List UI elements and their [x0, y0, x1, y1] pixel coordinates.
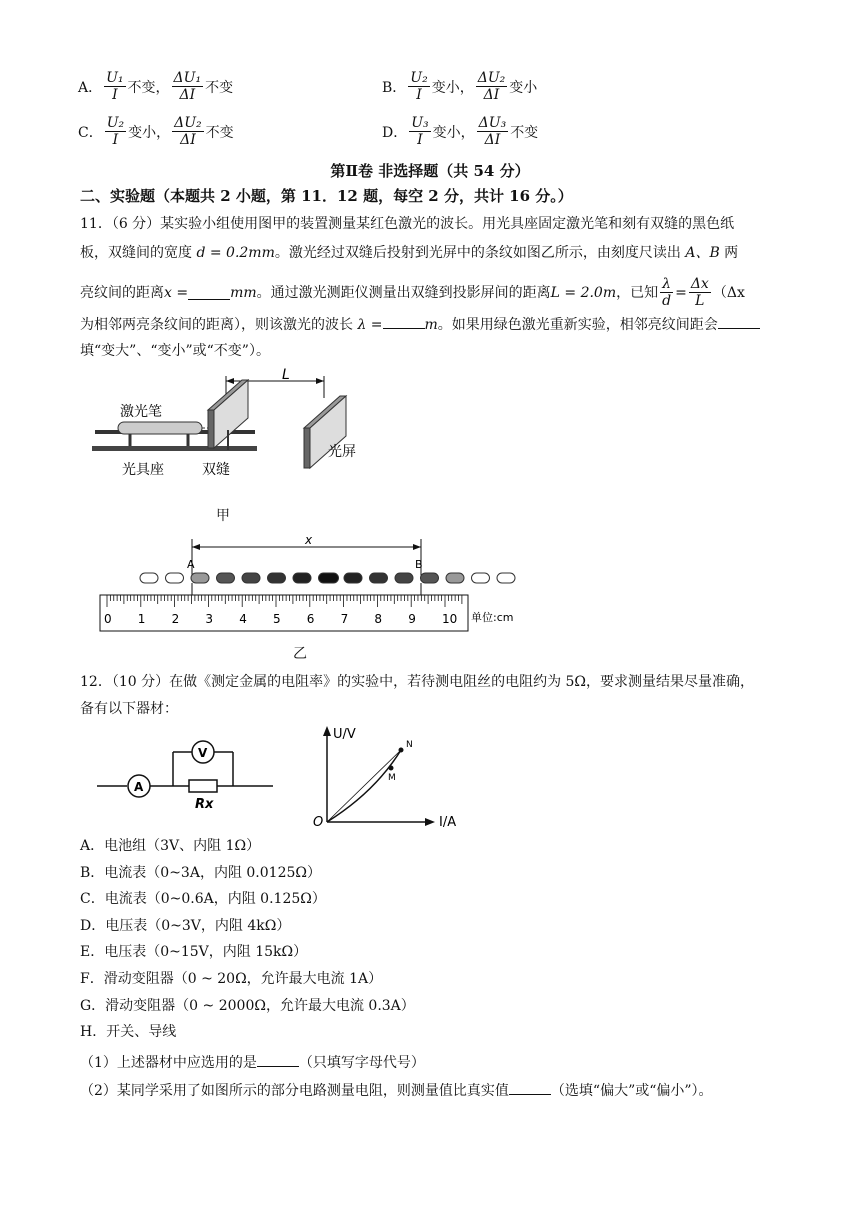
label-screen: 光屏	[328, 444, 356, 460]
label-slit: 双缝	[202, 462, 230, 478]
equipment-item: G．滑动变阻器（0 ~ 2000Ω，允许最大电流 0.3A）	[80, 997, 415, 1014]
option-d: D． $\frac{\text{U₃}}{I}$ 变小， $\frac{\text{ΔU₃}}{\Delta I}$ 不变	[382, 115, 539, 148]
circuit-diagram	[95, 736, 280, 826]
fringe	[421, 573, 439, 583]
figure-jia	[90, 368, 380, 498]
y-label: U/V	[333, 727, 356, 742]
answer-blank[interactable]	[509, 1080, 551, 1095]
ruler-label: 6	[306, 612, 315, 626]
ruler-label: 0	[104, 612, 112, 626]
x-label: I/A	[439, 815, 457, 830]
voltmeter-label: V	[198, 746, 208, 760]
q12-sub1: （1）上述器材中应选用的是 （只填写字母代号）	[80, 1052, 425, 1073]
equipment-item: C．电流表（0~0.6A，内阻 0.125Ω）	[80, 891, 326, 908]
q12-line2: 备有以下器材：	[80, 701, 178, 717]
label-N: N	[406, 740, 413, 750]
ruler-label: 8	[374, 612, 383, 626]
point-n	[399, 748, 404, 753]
label-L: L	[282, 368, 290, 383]
label-A: A	[187, 558, 195, 571]
fraction: $\frac{\text{U₃}}{I}$	[411, 115, 429, 148]
section-heading: 二、实验题（本题共 2 小题，第 11．12 题，每空 2 分，共计 16 分。）	[80, 187, 573, 205]
resistor	[189, 780, 217, 792]
fraction: $\frac{\text{ΔU₂}}{\Delta I}$	[477, 70, 506, 103]
origin-label: O	[313, 815, 324, 830]
equipment-item: A．电池组（3V、内阻 1Ω）	[80, 838, 261, 854]
answer-blank[interactable]	[718, 314, 760, 329]
ruler-label: 10	[442, 612, 458, 626]
fringe	[140, 573, 158, 583]
fringe	[293, 573, 311, 583]
answer-blank[interactable]	[188, 285, 230, 300]
ruler-label: 7	[340, 612, 349, 626]
ruler-label: 9	[408, 612, 416, 626]
laser-pointer	[118, 422, 202, 434]
option-a: A． $\frac{\text{U₁}}{I}$ 不变， $\frac{\text{ΔU₁}}{\Delta I}$ 不变	[78, 70, 234, 103]
fringe	[268, 573, 286, 583]
ruler-label: 3	[205, 612, 214, 626]
equipment-item: D．电压表（0~3V，内阻 4kΩ）	[80, 917, 291, 934]
q11-line4: 为相邻两亮条纹间的距离），则该激光的波长 λ = m。如果用绿色激光重新实验，相邻亮纹间距会	[80, 314, 760, 335]
fraction: $\frac{\lambda}{d}$	[662, 276, 672, 309]
option-b: B． $\frac{\text{U₂}}{I}$ 变小， $\frac{\text{ΔU₂}}{\Delta I}$ 变小	[382, 70, 538, 103]
label-x: x	[305, 533, 313, 547]
point-m	[389, 766, 394, 771]
label-M: M	[388, 773, 396, 783]
fringe	[242, 573, 260, 583]
fringe	[497, 573, 515, 583]
fringe	[446, 573, 464, 583]
fraction: $\frac{\Delta x}{L}$	[690, 276, 709, 309]
ruler-unit: 单位:cm	[471, 611, 514, 624]
figure-yi	[95, 533, 535, 633]
chord-line	[327, 750, 401, 822]
ruler-label: 1	[137, 612, 146, 626]
fringe	[344, 573, 362, 583]
equipment-item: F．滑动变阻器（0 ~ 20Ω，允许最大电流 1A）	[80, 971, 383, 987]
fringe	[319, 573, 339, 583]
option-c: C． $\frac{\text{U₂}}{I}$ 变小， $\frac{\text{ΔU₂}}{\Delta I}$ 不变	[78, 115, 234, 148]
equipment-item: B．电流表（0~3A，内阻 0.0125Ω）	[80, 864, 321, 881]
fringe	[370, 573, 388, 583]
fringe	[166, 573, 184, 583]
q11-line2: 板，双缝间的宽度 d = 0.2mm。激光经过双缝后投射到光屏中的条纹如图乙所示，由刻度尺读出 A、B 两	[80, 245, 739, 261]
fraction: $\frac{\text{ΔU₁}}{\Delta I}$	[173, 70, 202, 103]
ui-graph	[305, 722, 475, 832]
answer-blank[interactable]	[257, 1052, 299, 1067]
fringe	[472, 573, 490, 583]
label-B: B	[415, 558, 423, 571]
fraction: $\frac{\text{U₂}}{I}$	[106, 115, 125, 148]
answer-blank[interactable]	[383, 314, 425, 329]
optical-bench	[92, 446, 257, 451]
ruler-label: 2	[171, 612, 180, 626]
fringe	[217, 573, 235, 583]
double-slit	[208, 410, 214, 448]
q11-line5: 填“变大”、“变小”或“不变”）。	[80, 343, 270, 359]
fraction: $\frac{\text{ΔU₂}}{\Delta I}$	[174, 115, 202, 148]
fraction: $\frac{\text{U₁}}{I}$	[106, 70, 124, 103]
ruler-label: 5	[273, 612, 281, 626]
ruler-label: 4	[239, 612, 247, 626]
label-bench: 光具座	[122, 462, 164, 478]
light-screen	[304, 428, 310, 468]
fraction: $\frac{\text{ΔU₃}}{\Delta I}$	[478, 115, 507, 148]
fraction: $\frac{\text{U₂}}{I}$	[410, 70, 428, 103]
caption-jia: 甲	[216, 508, 230, 524]
fringe	[191, 573, 209, 583]
q12-line1: 12．（10 分）在做《测定金属的电阻率》的实验中，若待测电阻丝的电阻约为 5Ω，要求测量结果尽量准确，	[80, 674, 755, 690]
caption-yi: 乙	[293, 646, 307, 662]
q11-line3: 亮纹间的距离 x = mm 。通过激光测距仪测量出双缝到投影屏间的距离 L = 2.0m ，已知 $\frac{\lambda}{d}$ = $\frac{\Delta x}{L}$ （Δx	[80, 276, 745, 309]
fringe	[395, 573, 413, 583]
q12-sub2: （2）某同学采用了如图所示的部分电路测量电阻，则测量值比真实值 （选填“偏大”或“偏小”）。	[80, 1080, 713, 1101]
resistor-label: Rx	[195, 797, 214, 812]
label-laser: 激光笔	[120, 404, 162, 420]
fringe-pattern	[140, 573, 515, 583]
q11-line1: 11．（6 分）某实验小组使用图甲的装置测量某红色激光的波长。用光具座固定激光笔和刻有双缝的黑色纸	[80, 216, 735, 232]
ammeter-label: A	[134, 780, 144, 794]
equipment-item: H．开关、导线	[80, 1024, 177, 1041]
volume-title: 第Ⅱ卷 非选择题（共 54 分）	[330, 162, 530, 180]
equipment-item: E．电压表（0~15V，内阻 15kΩ）	[80, 944, 308, 961]
